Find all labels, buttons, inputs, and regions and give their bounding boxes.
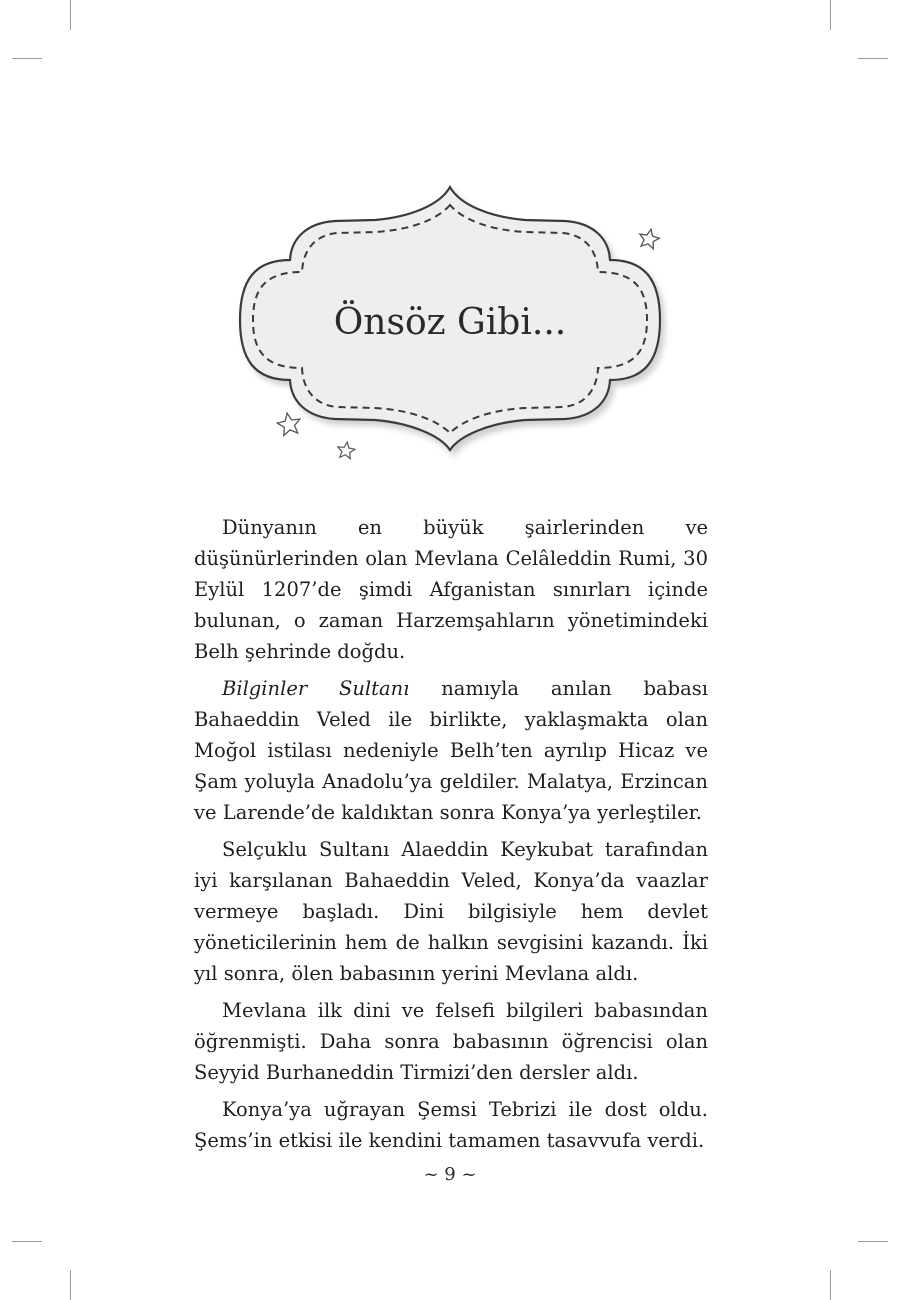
crop-mark xyxy=(12,58,42,59)
star-icon xyxy=(276,411,302,436)
crop-mark xyxy=(70,0,71,30)
italic-phrase: Bilginler Sultanı xyxy=(222,677,410,700)
crop-mark xyxy=(830,1270,831,1300)
paragraph: Selçuklu Sultanı Alaeddin Keykubat tarafından iyi karşılanan Bahaeddin Veled, Konya’da vaazlar vermeye başladı. Dini bilgisiyle hem devlet yöneticilerinin hem de halkın sevgisini kazandı. İki yıl sonra, ölen babasının yerini Mevlana aldı. xyxy=(194,838,708,985)
paragraph: Dünyanın en büyük şairlerinden ve düşünürlerinden olan Mevlana Celâleddin Rumi, 30 Eylül 1207’de şimdi Afganistan sınırları içinde bulunan, o zaman Harzemşahların yönetimindeki Belh şehrinde doğdu. xyxy=(194,516,708,663)
page-number: ~ 9 ~ xyxy=(423,1164,477,1185)
crop-mark xyxy=(70,1270,71,1300)
crop-mark xyxy=(858,58,888,59)
paragraph: Mevlana ilk dini ve felsefi bilgileri babasından öğrenmişti. Daha sonra babasının öğrencisi olan Seyyid Burhaneddin Tirmizi’den dersler aldı. xyxy=(194,999,708,1084)
body-text xyxy=(194,512,708,1162)
paragraph: Bilginler Sultanı namıyla anılan babası Bahaeddin Veled ile birlikte, yaklaşmakta olan Moğol istilası nedeniyle Belh’ten ayrılıp Hicaz ve Şam yoluyla Anadolu’ya geldiler. Malatya, Erzincan ve Larende’de kaldıktan sonra Konya’ya yerleştiler. xyxy=(194,677,708,824)
crop-mark xyxy=(858,1241,888,1242)
paragraph: Konya’ya uğrayan Şemsi Tebrizi ile dost oldu. Şems’in etkisi ile kendini tamamen tasavvufa verdi. xyxy=(194,1098,708,1152)
title-frame xyxy=(225,175,675,475)
crop-mark xyxy=(830,0,831,30)
star-icon xyxy=(336,441,355,459)
star-icon xyxy=(637,227,660,249)
page-title: Önsöz Gibi... xyxy=(333,302,567,343)
crop-mark xyxy=(12,1241,42,1242)
